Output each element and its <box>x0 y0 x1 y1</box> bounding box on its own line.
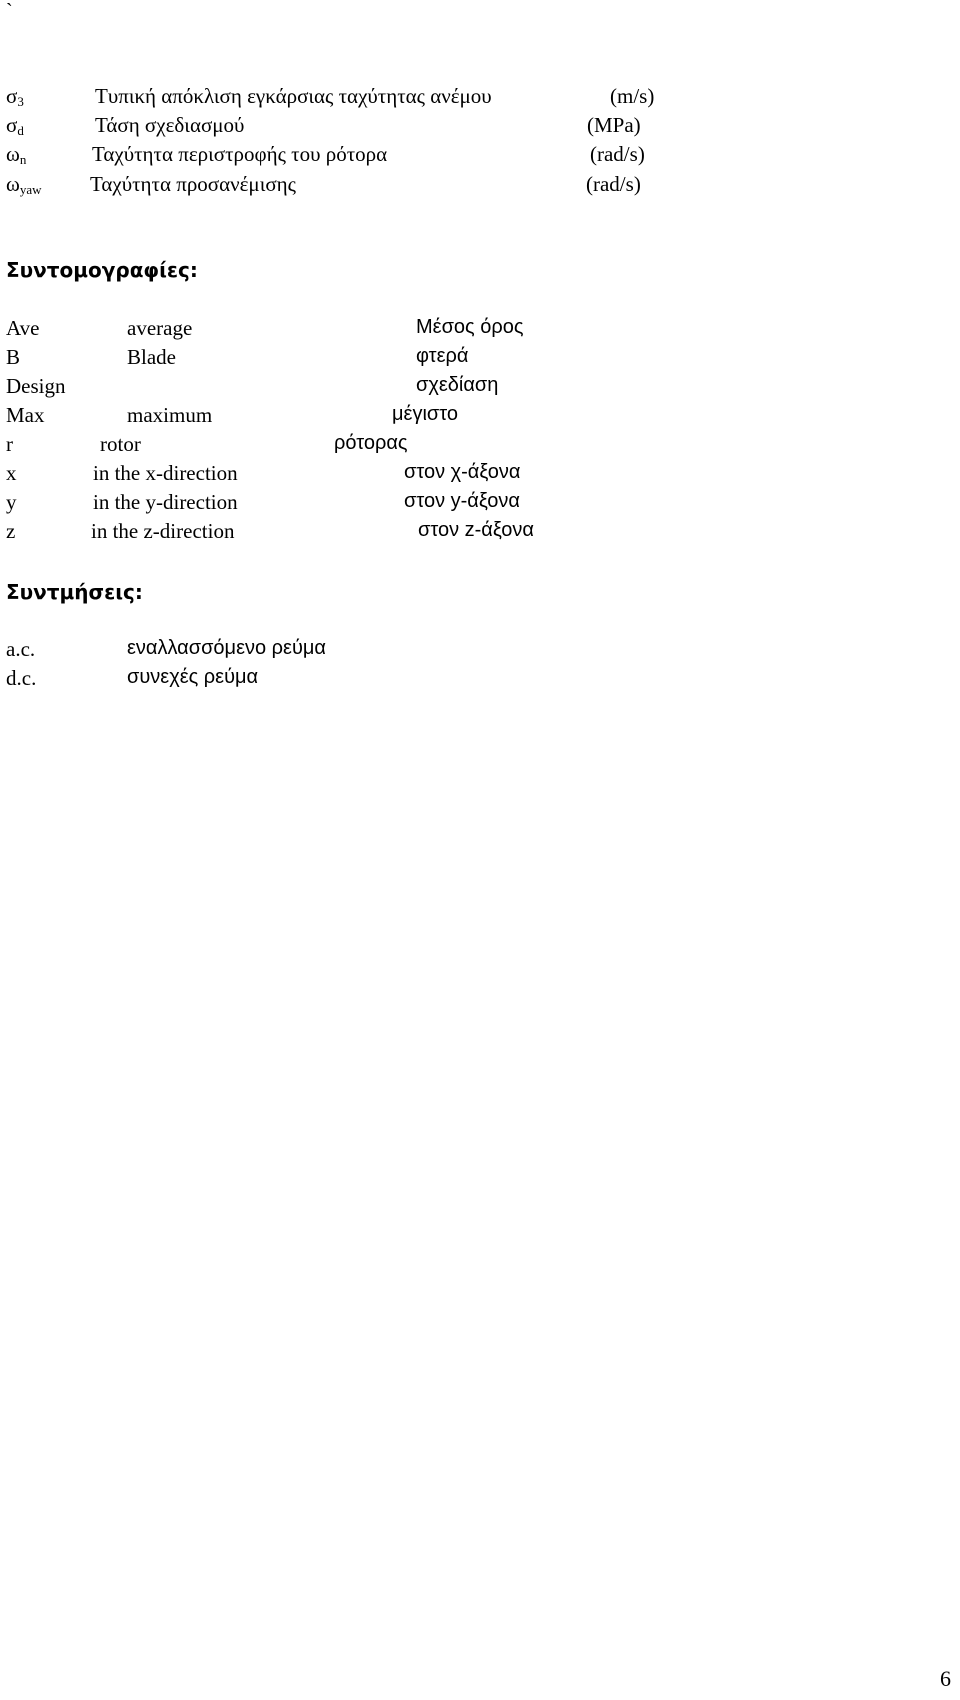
abbr-greek: ρότορας <box>334 432 408 454</box>
abbr-term: B <box>6 345 21 369</box>
abbr-term: Max <box>6 403 45 427</box>
abbr-term: z <box>6 519 16 543</box>
abbr-greek: στον y-άξονα <box>404 490 520 512</box>
abbr-term: Design <box>6 374 66 398</box>
symbol-description: Τυπική απόκλιση εγκάρσιας ταχύτητας ανέμου <box>95 84 492 108</box>
symbol-unit: (m/s) <box>610 84 655 108</box>
symbol: $\omega_n$ <box>6 142 27 167</box>
symbol-unit: (rad/s) <box>586 172 641 196</box>
abbr-greek: σχεδίαση <box>416 374 499 396</box>
symbol: $\sigma_3$ <box>6 84 24 109</box>
abbr-english: in the z-direction <box>91 519 235 543</box>
abbr-greek: στον z-άξονα <box>418 519 534 541</box>
abbr-greek: μέγιστο <box>392 403 458 425</box>
abbr-term: r <box>6 432 13 456</box>
abbr-english: in the x-direction <box>93 461 238 485</box>
abbr-english: maximum <box>127 403 213 427</box>
abbr-term: x <box>6 461 17 485</box>
abbr-greek: Μέσος όρος <box>416 316 524 338</box>
symbol-description: Ταχύτητα περιστροφής του ρότορα <box>92 142 388 166</box>
page-number: 6 <box>940 1666 951 1691</box>
symbol: $\sigma_d$ <box>6 113 24 138</box>
symbol-description: Ταχύτητα προσανέμισης <box>90 172 296 196</box>
abbreviations-heading: Συντομογραφίες: <box>6 258 198 282</box>
symbol-description: Τάση σχεδιασμού <box>95 113 245 137</box>
symbol: $\omega_{yaw}$ <box>6 172 42 197</box>
acronym-greek: συνεχές ρεύμα <box>127 666 259 688</box>
abbr-term: Ave <box>6 316 40 340</box>
abbr-greek: φτερά <box>416 345 469 367</box>
acronym-term: a.c. <box>6 637 36 661</box>
top-mark: ` <box>6 0 13 22</box>
abbr-english: Blade <box>127 345 176 369</box>
abbr-english: rotor <box>100 432 141 456</box>
abbr-greek: στον χ-άξονα <box>404 461 521 483</box>
acronym-greek: εναλλασσόμενο ρεύμα <box>127 637 326 659</box>
abbr-english: in the y-direction <box>93 490 238 514</box>
abbr-term: y <box>6 490 17 514</box>
symbol-unit: (rad/s) <box>590 142 645 166</box>
acronyms-heading: Συντμήσεις: <box>6 580 143 604</box>
symbol-unit: (MPa) <box>587 113 641 137</box>
acronym-term: d.c. <box>6 666 37 690</box>
abbr-english: average <box>127 316 193 340</box>
